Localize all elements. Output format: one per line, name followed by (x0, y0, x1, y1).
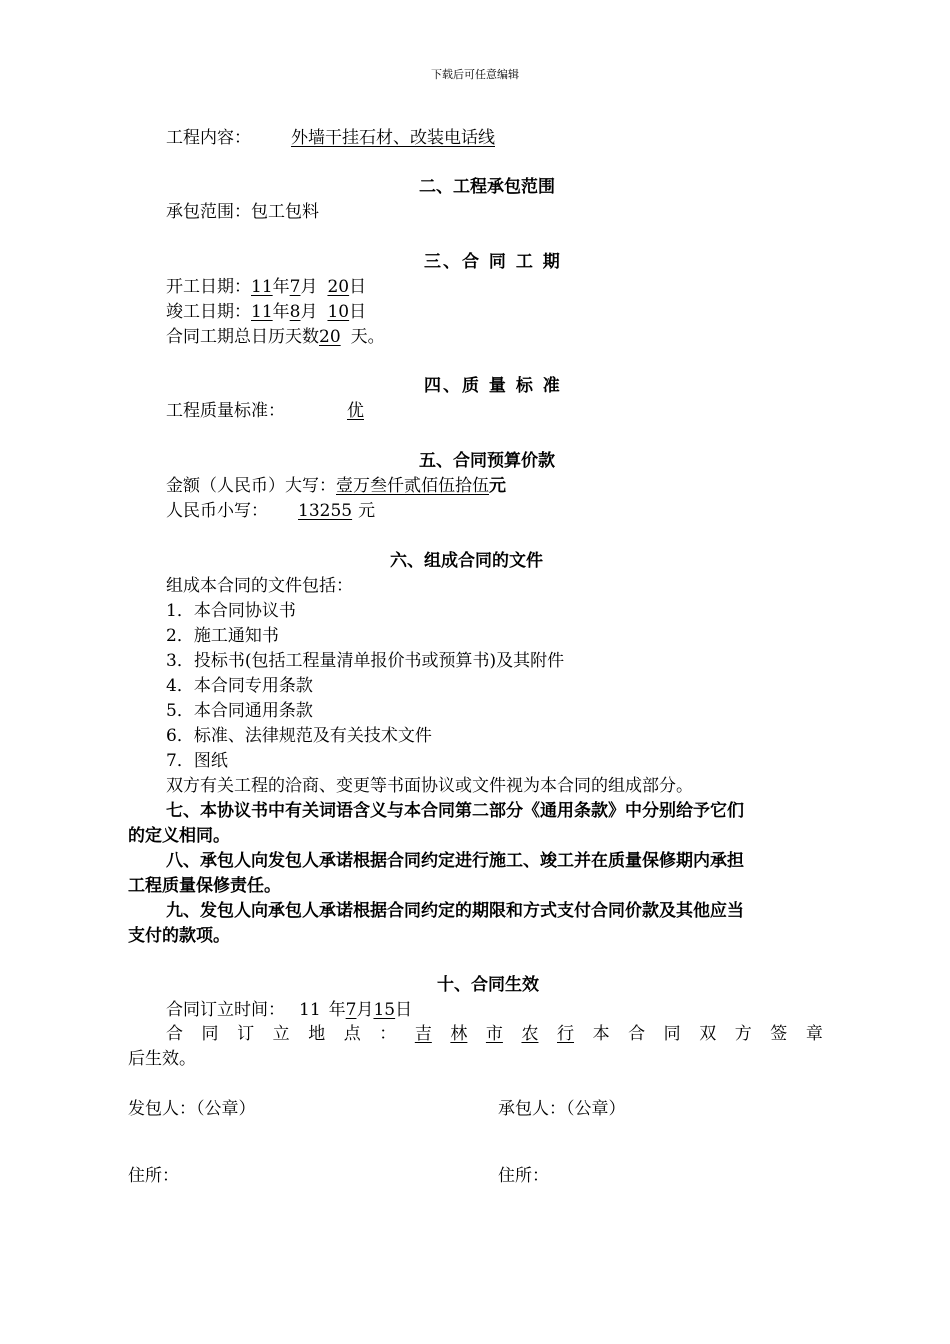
quality-line (166, 401, 364, 421)
doc-item: 2．施工通知书 (166, 626, 279, 646)
section-6-title: 六、组成合同的文件 (390, 551, 543, 571)
end-day: 10 (327, 302, 350, 322)
amount-lower-value: 13255 (298, 501, 353, 521)
place-char: ： (379, 1024, 397, 1044)
place-tail-char: 方 (734, 1024, 752, 1044)
year-char: 年 (272, 302, 290, 322)
start-date-label: 开工日期： (166, 277, 251, 297)
doc-item: 1．本合同协议书 (166, 601, 296, 621)
place-tail-char: 同 (663, 1024, 681, 1044)
place-char: 同 (201, 1024, 219, 1044)
place-value-char: 吉 (414, 1024, 432, 1044)
docs-note: 双方有关工程的洽商、变更等书面协议或文件视为本合同的组成部分。 (166, 776, 693, 796)
month-char: 月 (300, 277, 318, 297)
doc-item: 7．图纸 (166, 751, 228, 771)
place-char: 合 (166, 1024, 183, 1044)
amount-upper-unit: 元 (489, 476, 506, 496)
sign-day: 15 (373, 1000, 396, 1020)
contractor-address: 住所： (498, 1166, 549, 1186)
section-10-title: 十、合同生效 (437, 975, 539, 995)
docs-intro: 组成本合同的文件包括： (166, 576, 353, 596)
employer-address: 住所： (128, 1166, 179, 1186)
sign-place-line (166, 1024, 823, 1044)
clause-9-line2: 支付的款项。 (128, 926, 230, 946)
end-month: 8 (289, 302, 301, 322)
amount-lower-line (166, 501, 375, 521)
amount-upper-label: 金额（人民币）大写： (166, 476, 336, 496)
sign-place-line2: 后生效。 (128, 1049, 196, 1069)
place-value-char: 农 (521, 1024, 539, 1044)
start-day: 20 (327, 277, 350, 297)
start-month: 7 (289, 277, 301, 297)
amount-lower-label: 人民币小写： (166, 501, 268, 521)
day-char: 日 (349, 277, 367, 297)
clause-7-line2: 的定义相同。 (128, 826, 230, 846)
doc-item: 6．标准、法律规范及有关技术文件 (166, 726, 432, 746)
year-char: 年 (328, 1000, 346, 1020)
project-content-line (166, 128, 513, 148)
header-note: 下载后可任意编辑 (431, 68, 519, 81)
contractor-seal: 承包人：（公章） (498, 1099, 626, 1119)
place-tail-char: 合 (628, 1024, 646, 1044)
clause-8-line1: 八、承包人向发包人承诺根据合同约定进行施工、竣工并在质量保修期内承担 (166, 851, 744, 871)
clause-8-line2: 工程质量保修责任。 (128, 876, 281, 896)
section-2-title: 二、工程承包范围 (419, 177, 555, 197)
end-year: 11 (251, 302, 273, 322)
doc-item: 5．本合同通用条款 (166, 701, 313, 721)
doc-item: 4．本合同专用条款 (166, 676, 313, 696)
section-5-title: 五、合同预算价款 (419, 451, 555, 471)
section-3-title: 三、合 同 工 期 (424, 252, 562, 272)
amount-upper-line (166, 476, 506, 496)
place-char: 地 (308, 1024, 326, 1044)
place-tail-char: 章 (805, 1024, 823, 1044)
place-value-char: 林 (450, 1024, 468, 1044)
sign-year: 11 (299, 1000, 321, 1020)
month-char: 月 (356, 1000, 374, 1020)
project-label: 工程内容： (166, 128, 251, 148)
section-4-title: 四、质 量 标 准 (424, 376, 562, 396)
quality-label: 工程质量标准： (166, 401, 285, 421)
place-value-char: 市 (485, 1024, 503, 1044)
total-days-label: 合同工期总日历天数 (166, 327, 319, 347)
month-char: 月 (300, 302, 318, 322)
clause-9-line1: 九、发包人向承包人承诺根据合同约定的期限和方式支付合同价款及其他应当 (166, 901, 744, 921)
sign-time-label: 合同订立时间： (166, 1000, 285, 1020)
place-char: 点 (343, 1024, 361, 1044)
sign-month: 7 (345, 1000, 357, 1020)
year-char: 年 (272, 277, 290, 297)
end-date-label: 竣工日期： (166, 302, 251, 322)
amount-lower-unit: 元 (358, 501, 376, 521)
start-date-line (166, 277, 366, 297)
total-days-value: 20 (319, 327, 341, 347)
scope-line: 承包范围：包工包料 (166, 202, 319, 222)
doc-item: 3．投标书(包括工程量清单报价书或预算书)及其附件 (166, 651, 565, 671)
place-char: 立 (272, 1024, 290, 1044)
total-days-line (166, 327, 385, 347)
place-tail-char: 签 (770, 1024, 788, 1044)
day-char: 日 (395, 1000, 413, 1020)
clause-7-line1: 七、本协议书中有关词语含义与本合同第二部分《通用条款》中分别给予它们 (166, 801, 744, 821)
quality-value: 优 (347, 401, 364, 421)
place-tail-char: 双 (699, 1024, 717, 1044)
place-tail-char: 本 (592, 1024, 610, 1044)
sign-time-line (166, 1000, 412, 1020)
employer-seal: 发包人：（公章） (128, 1099, 256, 1119)
day-char: 日 (349, 302, 367, 322)
start-year: 11 (251, 277, 273, 297)
place-char: 订 (237, 1024, 255, 1044)
total-days-unit: 天。 (350, 327, 385, 347)
end-date-line (166, 302, 366, 322)
place-value-char: 行 (557, 1024, 575, 1044)
project-value: 外墙干挂石材、改装电话线 (291, 128, 495, 148)
amount-upper-value: 壹万叁仟贰佰伍拾伍 (336, 476, 489, 496)
